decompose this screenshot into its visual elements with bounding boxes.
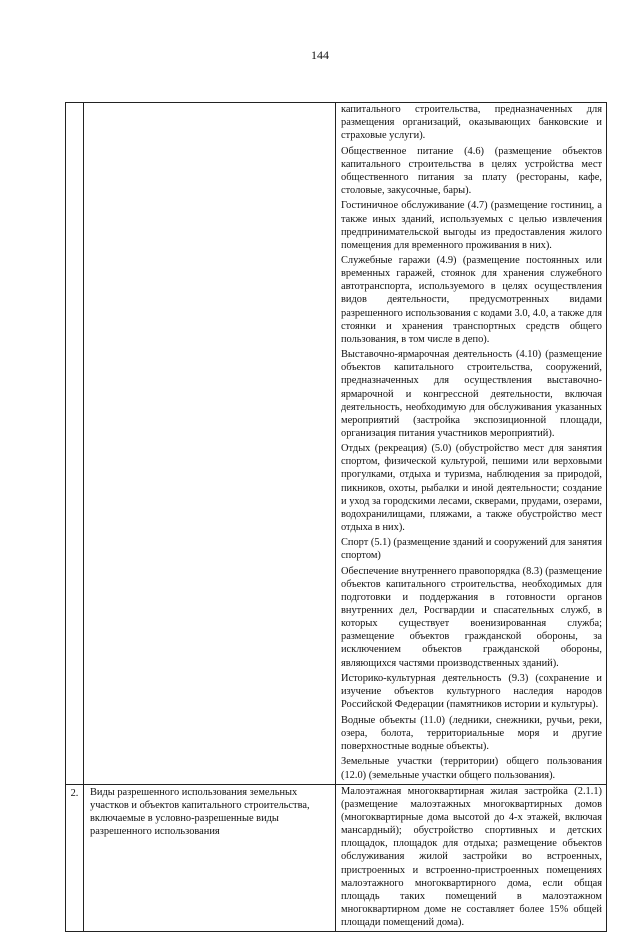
- paragraph: Гостиничное обслуживание (4.7) (размещение гостиниц, а также иных зданий, используемых с целью извлечения предпринимательской выгоды из предоставления жилого помещения для временного проживания в них).: [341, 200, 602, 251]
- paragraph: Обеспечение внутреннего правопорядка (8.3) (размещение объектов капитального строительства, необходимых для подготовки и поддержания в готовности органов внутренних дел, Росгвардии и спасательных служб, в которых существует военизированная служба; размещение объектов гражданской обороны, за исключением объектов гражданской обороны, являющихся частями производственных зданий).: [341, 565, 602, 669]
- row-number-cell: [66, 103, 84, 785]
- table-row: [66, 103, 607, 785]
- row-name: [84, 103, 335, 104]
- regulations-table: [65, 102, 607, 932]
- row-number-cell: [66, 784, 84, 931]
- row-name-cell: [84, 784, 336, 931]
- table-row: [66, 784, 607, 931]
- row-name-cell: [84, 103, 336, 785]
- row-content: [336, 103, 606, 782]
- paragraph: Земельные участки (территории) общего пользования (12.0) (земельные участки общего пользования).: [341, 756, 602, 781]
- paragraph: Спорт (5.1) (размещение зданий и сооружений для занятия спортом): [341, 537, 602, 562]
- paragraph: Историко-культурная деятельность (9.3) (сохранение и изучение объектов культурного наследия народов Российской Федерации (памятников истории и культуры).: [341, 673, 602, 711]
- paragraph: Отдых (рекреация) (5.0) (обустройство мест для занятия спортом, физической культурой, пешими или верховыми прогулками, отдыха и туризма, наблюдения за природой, пикников, охоты, рыбалки и иной деятельности; создание и уход за городскими лесами, скверами, прудами, озерами, водохранилищами, пляжами, а также обустройство мест отдыха в них).: [341, 443, 602, 533]
- row-content: [336, 785, 606, 929]
- row-number: 2.: [70, 787, 79, 799]
- paragraph: Служебные гаражи (4.9) (размещение постоянных или временных гаражей, стоянок для хранения служебного автотранспорта, используемого в целях осуществления видов деятельности, предусмотренных видами разрешенного использования с кодами 3.0, 4.0, а также для стоянки и хранения транспортных средств общего пользования, в том числе в депо).: [341, 255, 602, 345]
- row-content-cell: [336, 784, 607, 931]
- paragraph: Общественное питание (4.6) (размещение объектов капитального строительства в целях устройства мест общественного питания за плату (рестораны, кафе, столовые, закусочные, бары).: [341, 145, 602, 196]
- row-name: Виды разрешенного использования земельных участков и объектов капитального строительства, включаемые в условно-разрешенные виды разрешенного использования: [90, 786, 310, 838]
- paragraph: Водные объекты (11.0) (ледники, снежники, ручьи, реки, озера, болота, территориальные моря и другие поверхностные водные объекты).: [341, 714, 602, 752]
- paragraph: Выставочно-ярмарочная деятельность (4.10) (размещение объектов капитального строительства, сооружений, предназначенных для осуществления выставочно-ярмарочной и конгрессной деятельности, включая деятельность, необходимую для обслуживания указанных мероприятий (застройка экспозиционной площади, организация питания участников мероприятий).: [341, 349, 602, 439]
- paragraph: капитального строительства, предназначенных для размещения организаций, оказывающих банковские и страховые услуги).: [341, 104, 602, 142]
- page-number: 144: [311, 48, 329, 62]
- row-content-cell: [336, 103, 607, 785]
- paragraph: Малоэтажная многоквартирная жилая застройка (2.1.1) (размещение малоэтажных многоквартирных домов (многоквартирные дома высотой до 4-х этажей, включая мансардный); обустройство спортивных и детских площадок, площадок для отдыха; размещение объектов обслуживания жилой застройки во встроенных, пристроенных и встроенно-пристроенных помещениях малоэтажного многоквартирного дома, если общая площадь таких помещений в малоэтажном многоквартирном доме не составляет более 15% общей площади помещений дома).: [341, 785, 602, 928]
- row-number: [66, 103, 83, 105]
